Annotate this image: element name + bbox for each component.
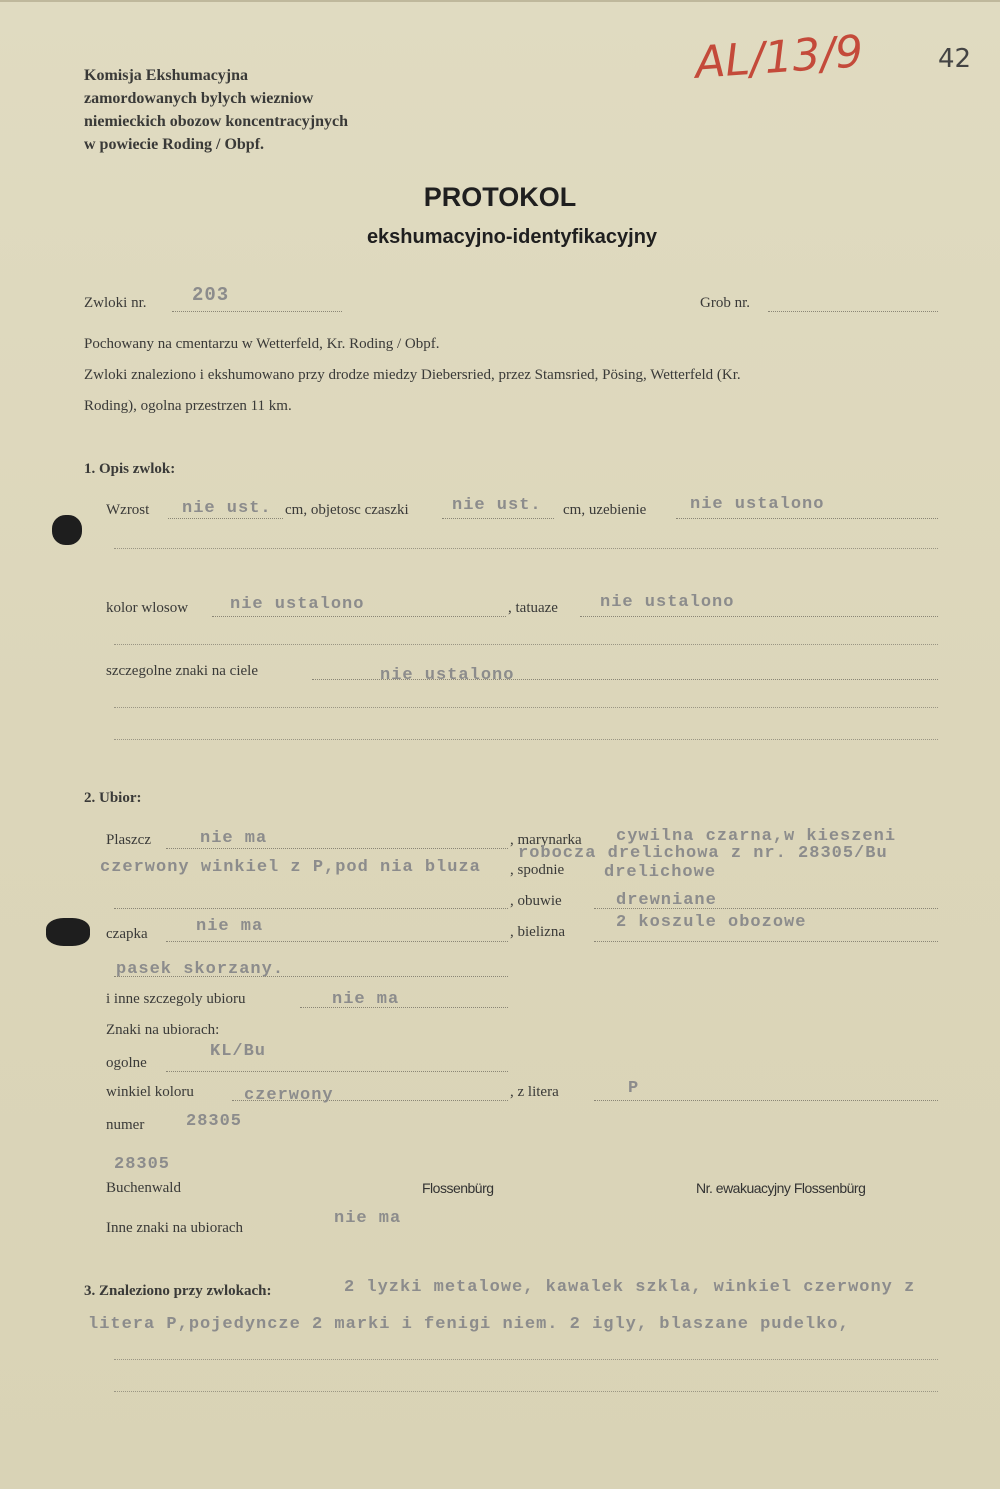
bielizna-dots [594,940,938,942]
litera-dots [594,1099,938,1101]
burial-place: Pochowany na cmentarzu w Wetterfeld, Kr. Roding / Obpf. [84,336,440,352]
inne-znaki-value: nie ma [334,1209,402,1228]
page-number: 42 [938,44,972,74]
obuwie-value: drewniane [616,891,717,910]
inne-znaki-label: Inne znaki na ubiorach [106,1220,244,1236]
archive-mark: AL/13/9 [693,26,865,89]
numer-value: 28305 [186,1112,243,1131]
blank-line [114,1390,938,1392]
kolor-value: nie ustalono [230,595,365,614]
ink-blot [52,515,82,545]
page-subtitle: ekshumacyjno-identyfikacyjny [366,226,658,248]
czerwony-value: czerwony winkiel z P,pod nia bluza [100,858,481,877]
zwloki-value: 203 [192,284,230,306]
znaki-heading: Znaki na ubiorach: [106,1022,220,1038]
czapka-value: nie ma [196,917,264,936]
ogolne-label: ogolne [106,1055,147,1071]
czapka-dots [166,940,508,942]
spodnie-value: drelichowe [604,863,717,882]
tatuaze-label: , tatuaze [508,600,558,616]
znaki-label: szczegolne znaki na ciele [106,663,258,679]
winkiel-label: winkiel koloru [106,1084,194,1100]
ogolne-dots [166,1070,508,1072]
header-line-3: niemieckich obozow koncentracyjnych [84,113,348,130]
robocza-value: robocza drelichowa z nr. 28305/Bu [518,844,888,863]
uzebienie-dots [676,517,938,519]
found-items-line-1: 2 lyzki metalowe, kawalek szkla, winkiel czerwony z [344,1278,916,1297]
page-title: PROTOKOL [423,182,577,212]
transport-label: Nr. ewakuacyjny Flossenbürg [696,1180,866,1196]
ink-blot [46,918,90,946]
winkiel-value: czerwony [244,1086,334,1105]
spodnie-label: , spodnie [510,862,565,878]
litera-value: P [628,1079,640,1098]
section-1-heading: 1. Opis zwlok: [84,461,176,477]
section-2-heading: 2. Ubior: [84,790,142,806]
marynarka-label: , marynarka [510,832,582,848]
blank-line [114,547,938,549]
bielizna-value: 2 koszule obozowe [616,913,807,932]
blank-line [114,706,938,708]
bielizna-label: , bielizna [510,924,565,940]
header-line-1: Komisja Ekshumacyjna [84,67,249,84]
found-location-line-2: Roding), ogolna przestrzen 11 km. [84,398,292,414]
kolor-label: kolor wlosow [106,600,189,616]
blank-line [114,738,938,740]
inne-label: i inne szczegoly ubioru [106,991,246,1007]
ogolne-value: KL/Bu [210,1042,267,1061]
czaszka-label: cm, objetosc czaszki [285,502,409,518]
znaki-value: nie ustalono [380,666,515,685]
buchenwald-label: Buchenwald [106,1180,181,1196]
found-items-line-2: litera P,pojedyncze 2 marki i fenigi niem. 2 igly, blaszane pudelko, [88,1315,850,1334]
header-line-4: w powiecie Roding / Obpf. [84,136,265,153]
kolor-dots [212,615,506,617]
zwloki-label: Zwloki nr. [84,295,147,311]
tatuaze-value: nie ustalono [600,593,735,612]
flossenburg-label: Flossenbürg [422,1180,494,1196]
blank-dots [114,907,508,909]
header-line-2: zamordowanych bylych wiezniow [84,90,314,107]
found-location-line-1: Zwloki znaleziono i ekshumowano przy drodze miedzy Diebersried, przez Stamsried, Pösing, Wetterfeld (Kr. [84,367,741,383]
buchenwald-number: 28305 [114,1155,171,1174]
obuwie-label: , obuwie [510,893,562,909]
blank-line [114,643,938,645]
marynarka-value: cywilna czarna,w kieszeni [616,827,897,846]
wzrost-label: Wzrost [106,502,150,518]
czaszka-dots [442,517,554,519]
plaszcz-value: nie ma [200,829,268,848]
grob-dots [768,310,938,312]
grob-label: Grob nr. [700,295,750,311]
wzrost-value: nie ust. [182,499,272,518]
section-3-heading: 3. Znaleziono przy zwlokach: [84,1283,272,1299]
inne-value: nie ma [332,990,400,1009]
commission-header [84,64,348,156]
uzebienie-value: nie ustalono [690,495,825,514]
pasek-value: pasek skorzany. [116,960,285,979]
plaszcz-label: Plaszcz [106,832,151,848]
numer-label: numer [106,1117,145,1133]
zwloki-dots [172,310,342,312]
blank-line [114,1358,938,1360]
czaszka-value: nie ust. [452,496,542,515]
blank-dots [114,975,508,977]
litera-label: , z litera [510,1084,559,1100]
tatuaze-dots [580,615,938,617]
uzebienie-label: cm, uzebienie [563,502,647,518]
czapka-label: czapka [106,926,148,942]
